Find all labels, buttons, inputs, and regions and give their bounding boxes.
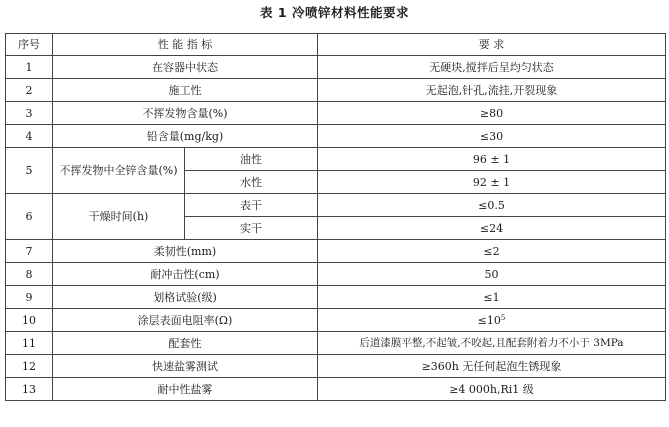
row-requirement: 50 — [318, 263, 666, 286]
row-requirement: 无起泡,针孔,流挂,开裂现象 — [318, 79, 666, 102]
row-requirement — [318, 309, 666, 332]
table-row — [6, 240, 666, 263]
header-requirement: 要 求 — [318, 34, 666, 56]
row-indicator: 涂层表面电阻率(Ω) — [53, 309, 318, 332]
table-row — [6, 125, 666, 148]
row-indicator: 施工性 — [53, 79, 318, 102]
row-no: 10 — [6, 309, 53, 332]
table-row — [6, 56, 666, 79]
row-requirement: ≤0.5 — [318, 194, 666, 217]
row-no: 13 — [6, 378, 53, 401]
row-requirement: ≥80 — [318, 102, 666, 125]
row-requirement: ≤30 — [318, 125, 666, 148]
requirement-exponent: 5 — [500, 313, 506, 322]
table-row — [6, 148, 666, 171]
requirement-base: ≤10 — [477, 313, 501, 327]
table-row — [6, 378, 666, 401]
row-no: 3 — [6, 102, 53, 125]
row-no: 5 — [6, 148, 53, 194]
row-sub-label: 表干 — [185, 194, 318, 217]
row-indicator: 干燥时间(h) — [53, 194, 185, 240]
table-title: 表 1 冷喷锌材料性能要求 — [260, 5, 409, 20]
row-requirement: 后道漆膜平整,不起皱,不咬起,且配套附着力不小于 3MPa — [318, 332, 666, 355]
header-no: 序号 — [6, 34, 53, 56]
row-indicator: 配套性 — [53, 332, 318, 355]
performance-requirements-table — [5, 33, 666, 401]
row-sub-label: 水性 — [185, 171, 318, 194]
row-sub-label: 实干 — [185, 217, 318, 240]
row-no: 2 — [6, 79, 53, 102]
row-no: 4 — [6, 125, 53, 148]
table-header-row — [6, 34, 666, 56]
row-no: 11 — [6, 332, 53, 355]
table-row — [6, 79, 666, 102]
row-indicator: 不挥发物含量(%) — [53, 102, 318, 125]
table-row — [6, 355, 666, 378]
row-indicator: 在容器中状态 — [53, 56, 318, 79]
row-indicator: 划格试验(级) — [53, 286, 318, 309]
row-requirement: ≥4 000h,Ri1 级 — [318, 378, 666, 401]
row-no: 9 — [6, 286, 53, 309]
row-requirement: 无硬块,搅拌后呈均匀状态 — [318, 56, 666, 79]
row-indicator: 耐中性盐雾 — [53, 378, 318, 401]
row-no: 6 — [6, 194, 53, 240]
row-requirement: ≥360h 无任何起泡生锈现象 — [318, 355, 666, 378]
table-row — [6, 194, 666, 217]
row-requirement: 96 ± 1 — [318, 148, 666, 171]
row-no: 7 — [6, 240, 53, 263]
row-no: 12 — [6, 355, 53, 378]
row-no: 1 — [6, 56, 53, 79]
row-indicator: 快速盐雾测试 — [53, 355, 318, 378]
row-requirement: 92 ± 1 — [318, 171, 666, 194]
row-indicator: 耐冲击性(cm) — [53, 263, 318, 286]
table-row — [6, 332, 666, 355]
table-row — [6, 263, 666, 286]
row-indicator: 铅含量(mg/kg) — [53, 125, 318, 148]
row-requirement: ≤2 — [318, 240, 666, 263]
table-row — [6, 286, 666, 309]
table-row — [6, 309, 666, 332]
row-no: 8 — [6, 263, 53, 286]
row-indicator: 柔韧性(mm) — [53, 240, 318, 263]
table-row — [6, 102, 666, 125]
row-requirement: ≤24 — [318, 217, 666, 240]
row-sub-label: 油性 — [185, 148, 318, 171]
row-indicator: 不挥发物中全锌含量(%) — [53, 148, 185, 194]
header-indicator: 性 能 指 标 — [53, 34, 318, 56]
row-requirement: ≤1 — [318, 286, 666, 309]
